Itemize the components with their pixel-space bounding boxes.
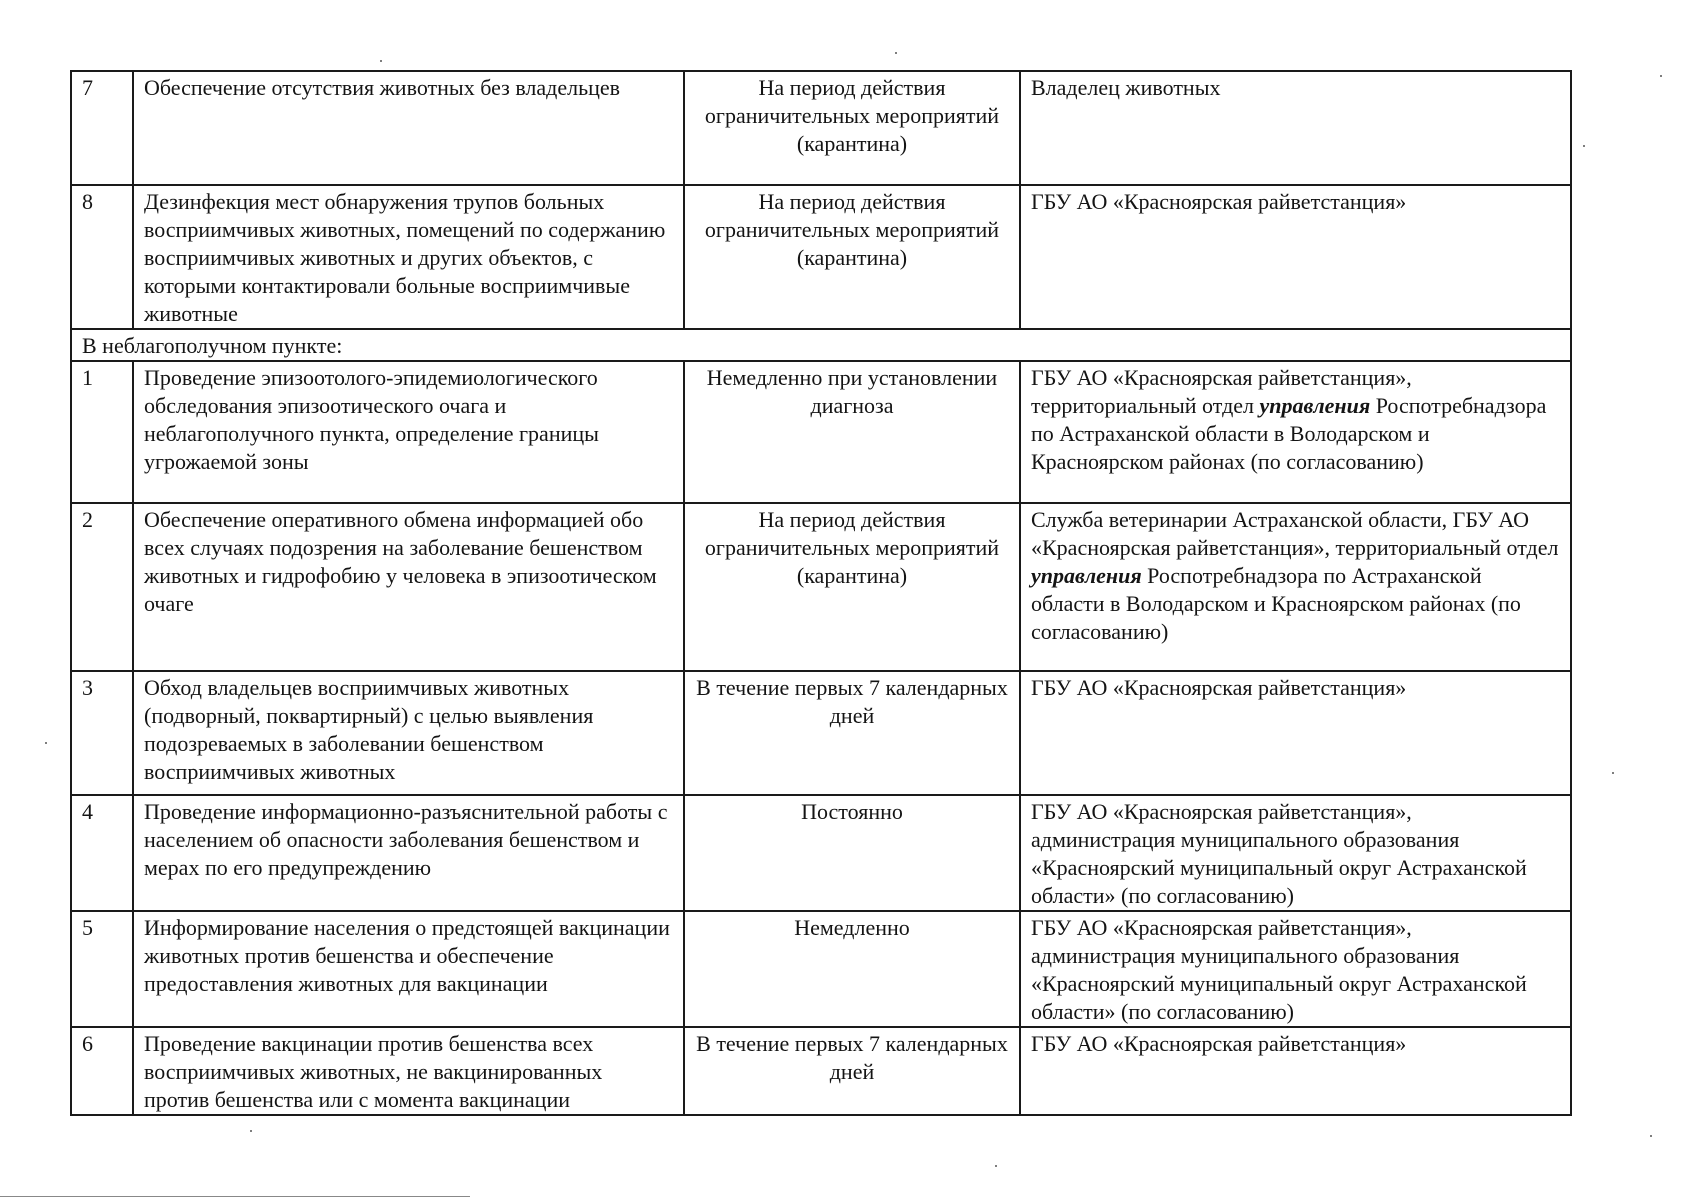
scan-speck xyxy=(1650,1135,1652,1137)
scan-speck xyxy=(995,1165,997,1167)
scan-speck xyxy=(45,742,47,744)
section-title: В неблагополучном пункте: xyxy=(71,329,1571,361)
responsible-text-continued: Роспотребнадзора по Астраханской области в Володарском и Красноярском районах (по согласованию) xyxy=(1031,563,1521,644)
responsible-party xyxy=(1020,503,1571,671)
measure-description: Проведение информационно-разъяснительной работы с населением об опасности заболевания бешенством и мерах по его предупреждению xyxy=(133,795,684,911)
row-number: 1 xyxy=(71,361,133,503)
row-number: 2 xyxy=(71,503,133,671)
table-row xyxy=(71,795,1571,911)
table-row xyxy=(71,185,1571,329)
responsible-text: ГБУ АО «Красноярская райветстанция», территориальный отдел xyxy=(1031,365,1412,418)
page-bottom-rule xyxy=(0,1196,470,1197)
measure-term: Немедленно при установлении диагноза xyxy=(684,361,1020,503)
row-number: 3 xyxy=(71,671,133,795)
row-number: 8 xyxy=(71,185,133,329)
measure-term: Постоянно xyxy=(684,795,1020,911)
responsible-text: ГБУ АО «Красноярская райветстанция» xyxy=(1031,1031,1407,1056)
measure-term: На период действия ограничительных мероприятий (карантина) xyxy=(684,503,1020,671)
responsible-party xyxy=(1020,911,1571,1027)
table-row xyxy=(71,71,1571,185)
responsible-text: ГБУ АО «Красноярская райветстанция» xyxy=(1031,189,1407,214)
responsible-party xyxy=(1020,361,1571,503)
table-row xyxy=(71,503,1571,671)
measure-term: На период действия ограничительных мероприятий (карантина) xyxy=(684,185,1020,329)
scan-speck xyxy=(250,1130,252,1132)
measure-description: Дезинфекция мест обнаружения трупов больных восприимчивых животных, помещений по содержанию восприимчивых животных и других объектов, с которыми контактировали больные восприимчивые животные xyxy=(133,185,684,329)
responsible-text: ГБУ АО «Красноярская райветстанция», администрация муниципального образования «Красноярский муниципальный округ Астраханской области» (по согласованию) xyxy=(1031,915,1527,1024)
row-number: 4 xyxy=(71,795,133,911)
section-row xyxy=(71,329,1571,361)
measure-description: Проведение эпизоотолого-эпидемиологического обследования эпизоотического очага и неблагополучного пункта, определение границы угрожаемой зоны xyxy=(133,361,684,503)
measure-description: Обеспечение оперативного обмена информацией обо всех случаях подозрения на заболевание бешенством животных и гидрофобию у человека в эпизоотическом очаге xyxy=(133,503,684,671)
table-body-bottom xyxy=(71,361,1571,1115)
responsible-text: ГБУ АО «Красноярская райветстанция» xyxy=(1031,675,1407,700)
scan-speck xyxy=(1660,75,1662,77)
row-number: 6 xyxy=(71,1027,133,1115)
measure-description: Обход владельцев восприимчивых животных (подворный, поквартирный) с целью выявления подозреваемых в заболевании бешенством восприимчивых животных xyxy=(133,671,684,795)
scan-speck xyxy=(1583,145,1585,147)
table-row xyxy=(71,671,1571,795)
table-row xyxy=(71,911,1571,1027)
responsible-party xyxy=(1020,185,1571,329)
measure-term: Немедленно xyxy=(684,911,1020,1027)
table-section xyxy=(71,329,1571,361)
table-row xyxy=(71,361,1571,503)
responsible-emphasis: управления xyxy=(1259,393,1371,418)
measure-description: Обеспечение отсутствия животных без владельцев xyxy=(133,71,684,185)
responsible-party xyxy=(1020,795,1571,911)
responsible-text-continued: Роспотребнадзора по Астраханской области в Володарском и Красноярском районах (по согласованию) xyxy=(1031,393,1547,474)
measure-description: Проведение вакцинации против бешенства всех восприимчивых животных, не вакцинированных против бешенства или с момента вакцинации xyxy=(133,1027,684,1115)
responsible-party xyxy=(1020,1027,1571,1115)
scan-speck xyxy=(380,60,382,62)
table-row xyxy=(71,1027,1571,1115)
responsible-emphasis: управления xyxy=(1031,563,1142,588)
measure-description: Информирование населения о предстоящей вакцинации животных против бешенства и обеспечение предоставления животных для вакцинации xyxy=(133,911,684,1027)
scan-speck xyxy=(895,52,897,54)
responsible-text: Владелец животных xyxy=(1031,75,1221,100)
measures-table xyxy=(70,70,1572,1116)
row-number: 5 xyxy=(71,911,133,1027)
scan-speck xyxy=(1612,772,1614,774)
row-number: 7 xyxy=(71,71,133,185)
table-body-top xyxy=(71,71,1571,329)
responsible-party xyxy=(1020,671,1571,795)
responsible-party xyxy=(1020,71,1571,185)
measure-term: В течение первых 7 календарных дней xyxy=(684,1027,1020,1115)
measure-term: На период действия ограничительных мероприятий (карантина) xyxy=(684,71,1020,185)
responsible-text: Служба ветеринарии Астраханской области, ГБУ АО «Красноярская райветстанция», территориальный отдел xyxy=(1031,507,1559,560)
measure-term: В течение первых 7 календарных дней xyxy=(684,671,1020,795)
responsible-text: ГБУ АО «Красноярская райветстанция», администрация муниципального образования «Красноярский муниципальный округ Астраханской области» (по согласованию) xyxy=(1031,799,1527,908)
